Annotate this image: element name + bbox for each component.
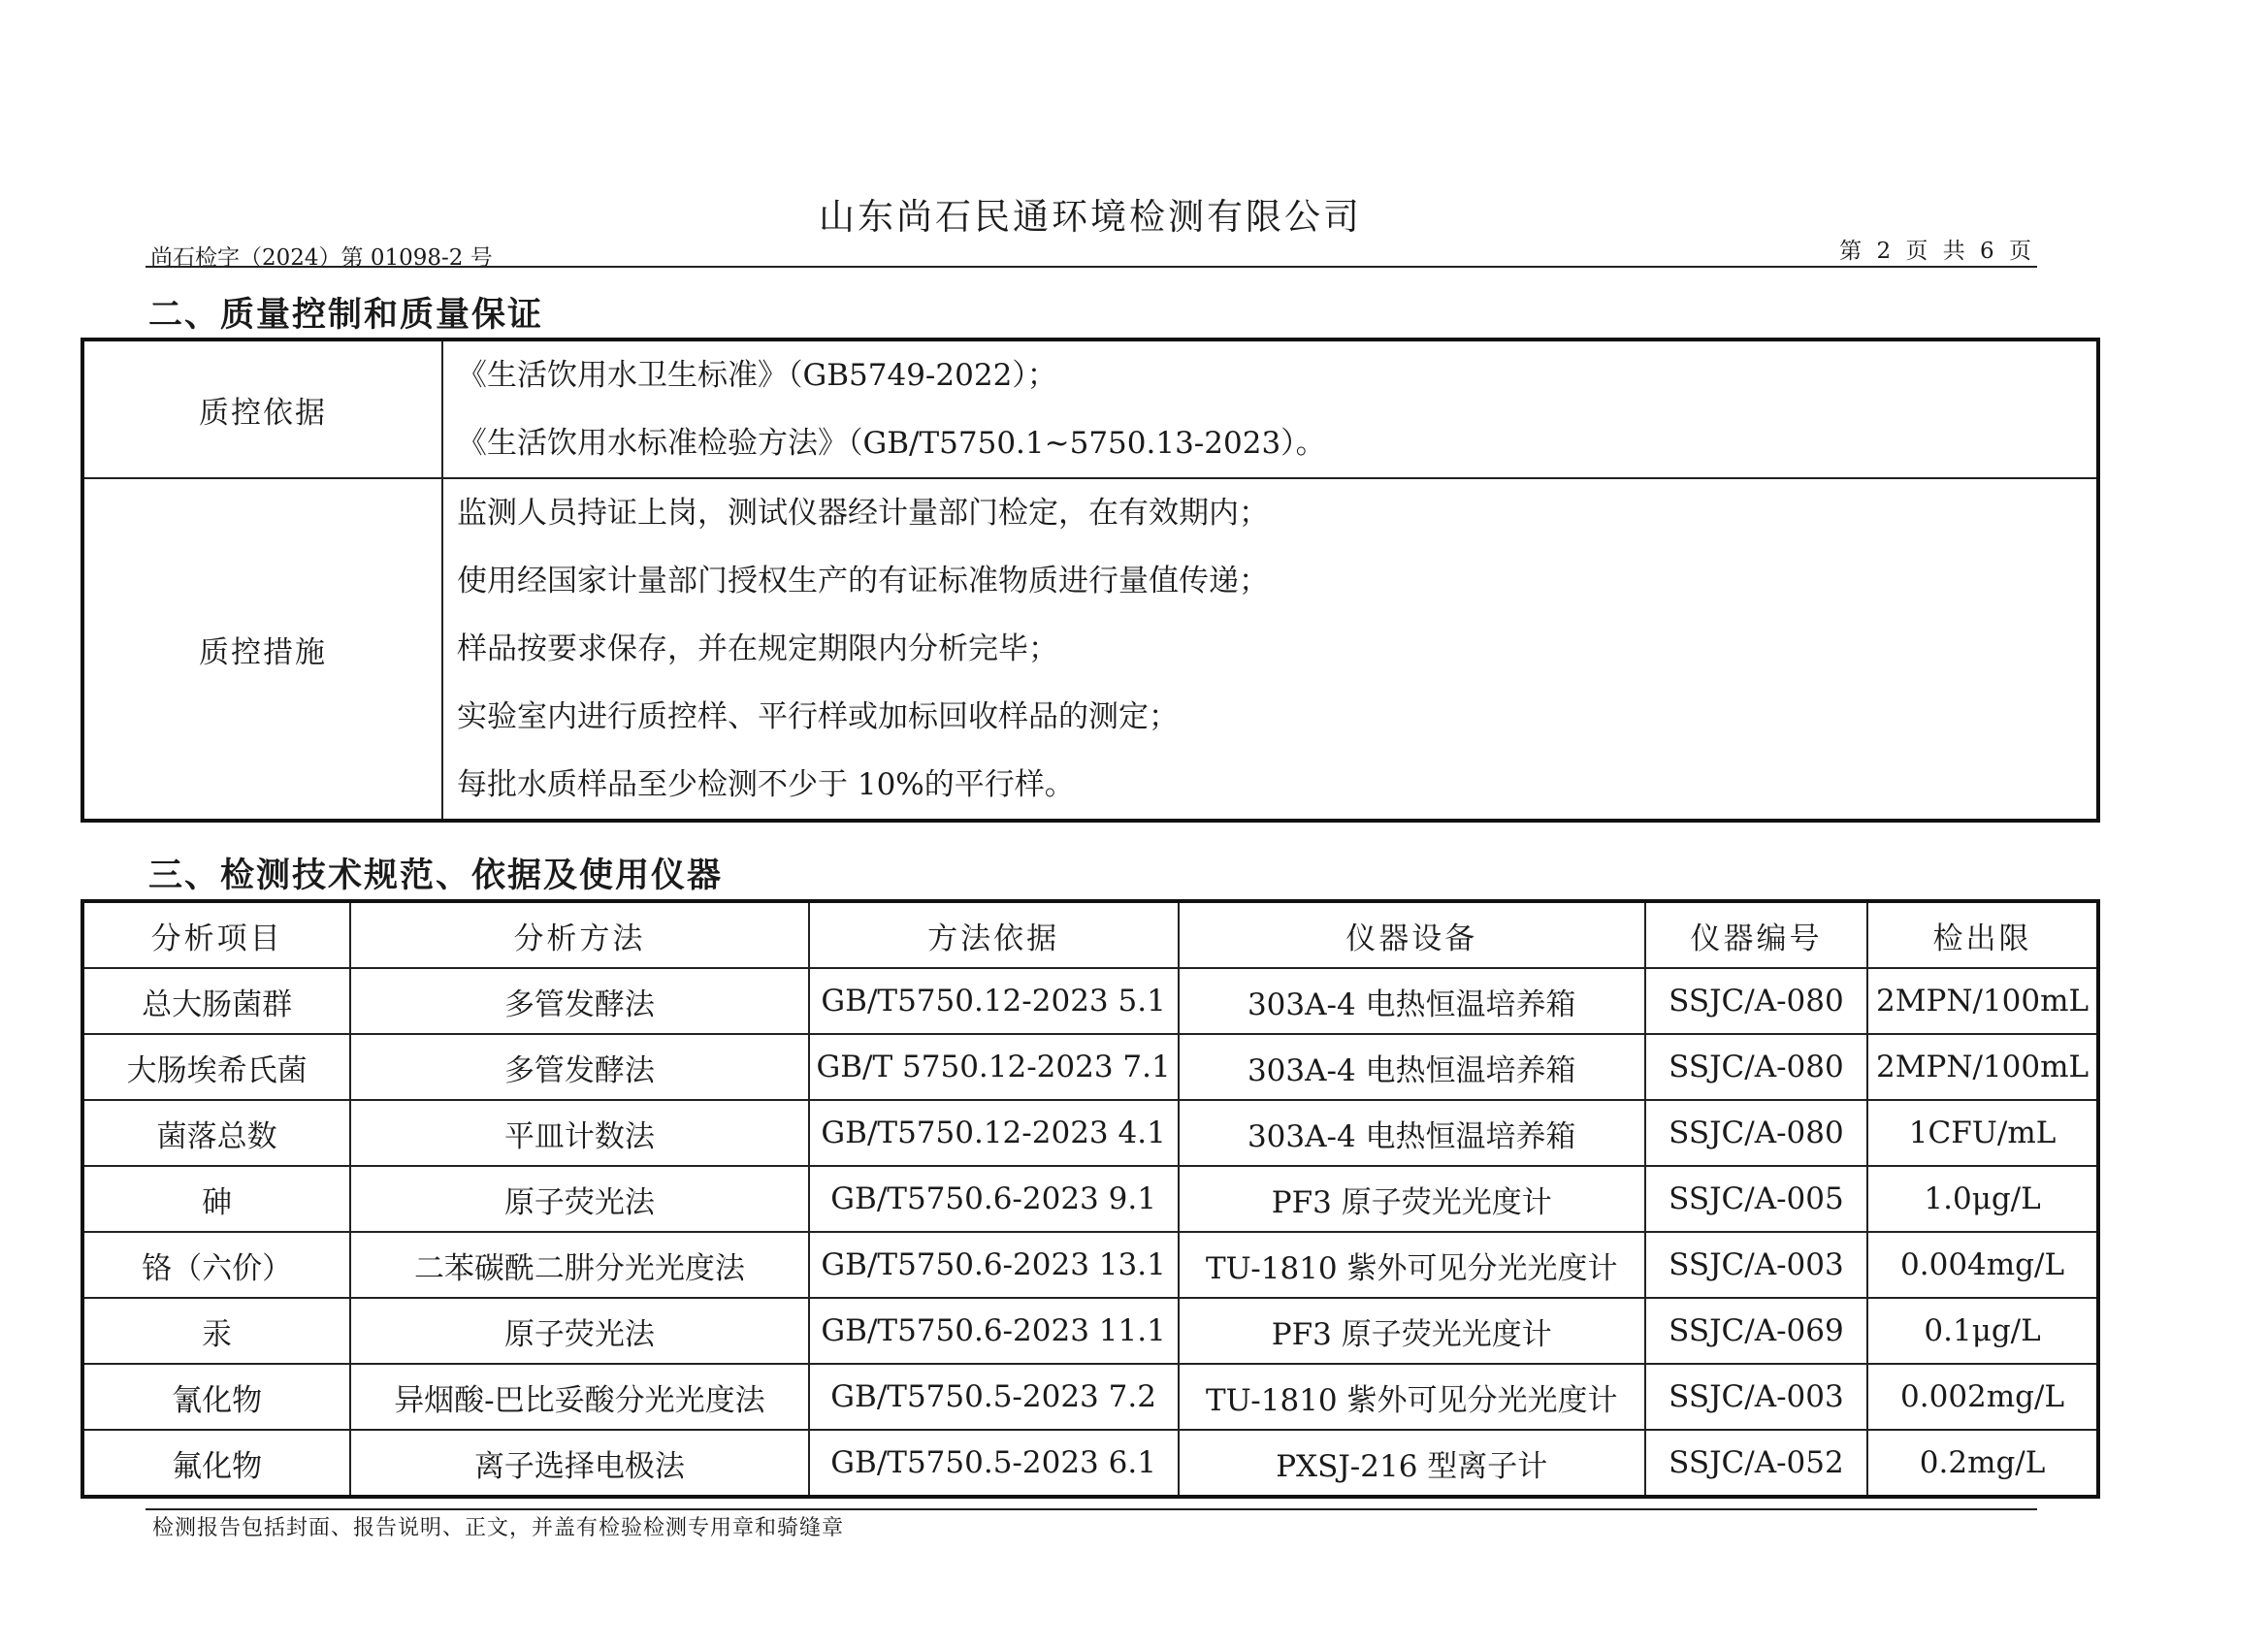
test-spec-table [81, 899, 2100, 1499]
col-header-item: 分析项目 [82, 901, 350, 968]
cell-method: 二苯碳酰二肼分光光度法 [350, 1232, 808, 1298]
qc-basis-row [82, 340, 2098, 478]
cell-item: 氟化物 [82, 1430, 350, 1497]
cell-method: 原子荧光法 [350, 1166, 808, 1232]
cell-detection-limit: 2MPN/100mL [1867, 968, 2098, 1034]
qc-measures-content [442, 478, 2098, 821]
cell-instrument-no: SSJC/A-003 [1645, 1232, 1867, 1298]
page-number: 第 2 页 共 6 页 [1839, 239, 2035, 264]
cell-item: 总大肠菌群 [82, 968, 350, 1034]
table-body [82, 968, 2098, 1497]
cell-instrument: 303A-4 电热恒温培养箱 [1179, 1034, 1645, 1100]
cell-method: 多管发酵法 [350, 968, 808, 1034]
col-header-basis: 方法依据 [809, 901, 1179, 968]
cell-instrument-no: SSJC/A-080 [1645, 968, 1867, 1034]
quality-control-table [81, 338, 2100, 823]
cell-basis: GB/T5750.12-2023 5.1 [809, 968, 1179, 1034]
cell-instrument: 303A-4 电热恒温培养箱 [1179, 1100, 1645, 1166]
qc-basis-line: 《生活饮用水卫生标准》（GB5749-2022）； [457, 358, 1057, 393]
qc-measure-line: 实验室内进行质控样、平行样或加标回收样品的测定； [457, 699, 1179, 734]
cell-instrument-no: SSJC/A-069 [1645, 1298, 1867, 1364]
footer-note: 检测报告包括封面、报告说明、正文，并盖有检验检测专用章和骑缝章 [152, 1516, 845, 1540]
qc-measures-row [82, 478, 2098, 821]
cell-item: 氰化物 [82, 1364, 350, 1430]
table-row [82, 1100, 2098, 1166]
cell-detection-limit: 0.2mg/L [1867, 1430, 2098, 1497]
cell-instrument: PF3 原子荧光光度计 [1179, 1298, 1645, 1364]
section-3-title: 三、检测技术规范、依据及使用仪器 [148, 856, 724, 895]
table-header-row [82, 901, 2098, 968]
cell-instrument: PF3 原子荧光光度计 [1179, 1166, 1645, 1232]
cell-instrument-no: SSJC/A-080 [1645, 1100, 1867, 1166]
cell-instrument-no: SSJC/A-052 [1645, 1430, 1867, 1497]
table-row [82, 1034, 2098, 1100]
cell-detection-limit: 0.1μg/L [1867, 1298, 2098, 1364]
cell-detection-limit: 0.002mg/L [1867, 1364, 2098, 1430]
cell-basis: GB/T5750.12-2023 4.1 [809, 1100, 1179, 1166]
cell-instrument-no: SSJC/A-080 [1645, 1034, 1867, 1100]
header-rule [146, 266, 2037, 268]
qc-basis-line: 《生活饮用水标准检验方法》（GB/T5750.1~5750.13-2023）。 [457, 426, 1326, 461]
cell-instrument-no: SSJC/A-005 [1645, 1166, 1867, 1232]
qc-measure-line: 样品按要求保存，并在规定期限内分析完毕； [457, 631, 1058, 666]
table-row [82, 968, 2098, 1034]
cell-detection-limit: 1CFU/mL [1867, 1100, 2098, 1166]
cell-detection-limit: 2MPN/100mL [1867, 1034, 2098, 1100]
cell-item: 砷 [82, 1166, 350, 1232]
cell-item: 大肠埃希氏菌 [82, 1034, 350, 1100]
cell-basis: GB/T5750.5-2023 6.1 [809, 1430, 1179, 1497]
cell-instrument: TU-1810 紫外可见分光光度计 [1179, 1232, 1645, 1298]
company-name: 山东尚石民通环境检测有限公司 [819, 196, 1362, 238]
col-header-method: 分析方法 [350, 901, 808, 968]
col-header-detection-limit: 检出限 [1867, 901, 2098, 968]
cell-detection-limit: 0.004mg/L [1867, 1232, 2098, 1298]
qc-measures-label: 质控措施 [82, 478, 442, 821]
cell-basis: GB/T 5750.12-2023 7.1 [809, 1034, 1179, 1100]
table-row [82, 1298, 2098, 1364]
cell-instrument-no: SSJC/A-003 [1645, 1364, 1867, 1430]
table-row [82, 1232, 2098, 1298]
qc-basis-label: 质控依据 [82, 340, 442, 478]
table-row [82, 1166, 2098, 1232]
cell-instrument: 303A-4 电热恒温培养箱 [1179, 968, 1645, 1034]
cell-method: 异烟酸-巴比妥酸分光光度法 [350, 1364, 808, 1430]
section-2-title: 二、质量控制和质量保证 [148, 295, 544, 335]
table-row [82, 1430, 2098, 1497]
qc-measure-line: 监测人员持证上岗，测试仪器经计量部门检定，在有效期内； [457, 496, 1269, 531]
cell-method: 原子荧光法 [350, 1298, 808, 1364]
cell-method: 离子选择电极法 [350, 1430, 808, 1497]
cell-method: 平皿计数法 [350, 1100, 808, 1166]
cell-item: 铬（六价） [82, 1232, 350, 1298]
qc-basis-content [442, 340, 2098, 478]
cell-detection-limit: 1.0μg/L [1867, 1166, 2098, 1232]
col-header-instrument-no: 仪器编号 [1645, 901, 1867, 968]
cell-method: 多管发酵法 [350, 1034, 808, 1100]
cell-basis: GB/T5750.6-2023 9.1 [809, 1166, 1179, 1232]
qc-measure-line: 每批水质样品至少检测不少于 10%的平行样。 [457, 767, 1075, 802]
qc-measure-line: 使用经国家计量部门授权生产的有证标准物质进行量值传递； [457, 564, 1269, 598]
cell-instrument: TU-1810 紫外可见分光光度计 [1179, 1364, 1645, 1430]
col-header-instrument: 仪器设备 [1179, 901, 1645, 968]
report-number: 尚石检字（2024）第 01098-2 号 [150, 245, 493, 271]
cell-instrument: PXSJ-216 型离子计 [1179, 1430, 1645, 1497]
cell-item: 汞 [82, 1298, 350, 1364]
footer-rule [146, 1508, 2037, 1510]
cell-item: 菌落总数 [82, 1100, 350, 1166]
cell-basis: GB/T5750.5-2023 7.2 [809, 1364, 1179, 1430]
cell-basis: GB/T5750.6-2023 13.1 [809, 1232, 1179, 1298]
cell-basis: GB/T5750.6-2023 11.1 [809, 1298, 1179, 1364]
table-row [82, 1364, 2098, 1430]
